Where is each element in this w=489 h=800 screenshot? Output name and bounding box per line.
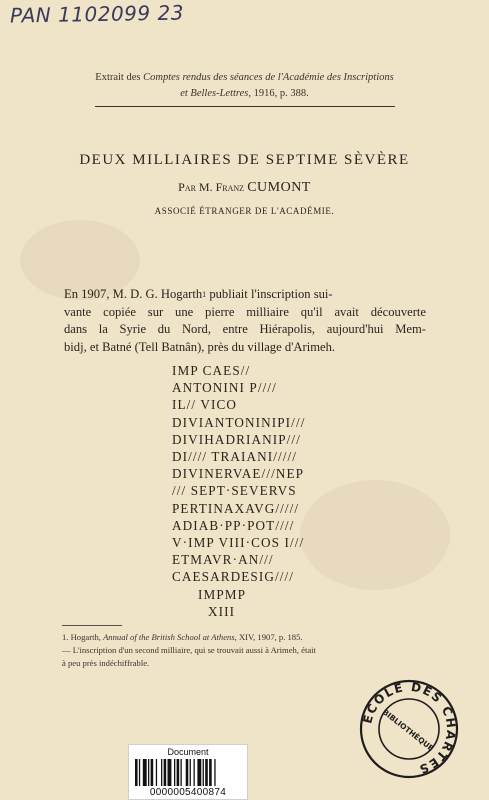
barcode-icon [135,759,241,786]
inscription-line: DIVINERVAE///NEP [172,466,305,482]
author-role: ASSOCIÉ ÉTRANGER DE L'ACADÉMIE. [154,206,335,216]
paragraph-line: vante copiée sur une pierre milliaire qu'il avait découverte [64,304,426,319]
barcode-bar [181,759,182,786]
barcode-bar [205,759,208,786]
inscription-line: ADIAB·PP·POT//// [172,517,295,533]
inscription-line: ETMAVR·AN/// [172,552,274,568]
footnote-marker: 1 [202,290,207,299]
author-line [0,180,489,196]
barcode-bar [190,759,191,786]
stamp-inner-text: BIBLIOTHÈQUE [380,707,436,753]
library-stamp [358,678,460,780]
inscription-line: XIII [208,603,236,619]
barcode-label [128,744,248,800]
inscription-line: DI//// TRAIANI///// [172,449,298,465]
inscription-line: ANTONINI P//// [172,380,277,396]
barcode-bar [143,759,147,786]
inscription-line: /// SEPT·SEVERVS [172,483,297,499]
extract-divider [95,106,395,107]
extract-suffix: , 1916, p. 388. [248,88,309,99]
inscription-line: IL// VICO [172,397,237,413]
extract-journal: Comptes rendus des séances de l'Académie des Inscriptions [143,72,394,83]
barcode-bar [174,759,175,786]
paragraph-text: publiait l'inscription sui- [206,287,333,301]
inscription-line: DIVIHADRIANIP/// [172,431,301,447]
footnote-line [62,631,428,644]
stamp-outer-path: ÉCOLE DES CHARTES [360,679,459,777]
author-prefix: Par M. Franz [178,180,245,194]
paragraph-line: bidj, et Batné (Tell Batnân), près du village d'Arimeh. [64,339,336,354]
footnote [62,631,428,670]
barcode-bar [214,759,215,786]
milestone-inscription [172,362,305,620]
barcode-bar [164,759,167,786]
footnote-line: à peu près indéchiffrable. [62,658,150,668]
barcode-title: Document [167,747,209,757]
barcode-bar [148,759,149,786]
barcode-bar [186,759,189,786]
barcode-number: 0000005400874 [149,787,227,798]
inscription-line: V·IMP VIII·COS I/// [172,535,305,551]
extract-prefix: Extrait des [95,72,144,83]
barcode-bar [194,759,195,786]
inscription-line: IMP CAES// [172,363,251,378]
body-paragraph [64,286,426,356]
extract-note [20,70,469,102]
handwritten-reference: PAN 1102099 23 [9,0,185,28]
footnote-text: 1. Hogarth, [62,632,104,642]
barcode-bar [156,759,157,786]
inscription-line: PERTINAXAVG///// [172,500,300,516]
footnote-text: , XIV, 1907, p. 185. [234,632,303,642]
inscription-line: IMPMP [198,586,247,602]
inscription-line: DIVIANTONINIPI/// [172,414,306,430]
paragraph-text: En 1907, M. D. G. Hogarth [64,287,203,301]
barcode-bar [151,759,154,786]
footnote-journal: Annual of the British School at Athens [103,632,235,642]
barcode-bar [139,759,140,786]
article-title: DEUX MILLIAIRES DE SEPTIME SÈVÈRE [79,152,410,168]
footnote-line: — L'inscription d'un second milliaire, qui se trouvait aussi à Arimeh, était [62,645,316,655]
barcode-bar [177,759,180,786]
barcode-bar [161,759,162,786]
barcode-bar [209,759,212,786]
barcode-bar [203,759,204,786]
barcode-bar [168,759,172,786]
paragraph-line: dans la Syrie du Nord, entre Hiérapolis, aujourd'hui Mem- [64,322,426,336]
paragraph-line [64,286,426,304]
extract-journal-2: et Belles-Lettres [180,88,249,99]
barcode-bar [135,759,138,786]
inscription-line: CAESARDESIG//// [172,569,295,585]
footnote-divider [62,625,122,626]
paper-stain [300,480,450,590]
barcode-bar [197,759,201,786]
author-name: CUMONT [247,180,311,195]
